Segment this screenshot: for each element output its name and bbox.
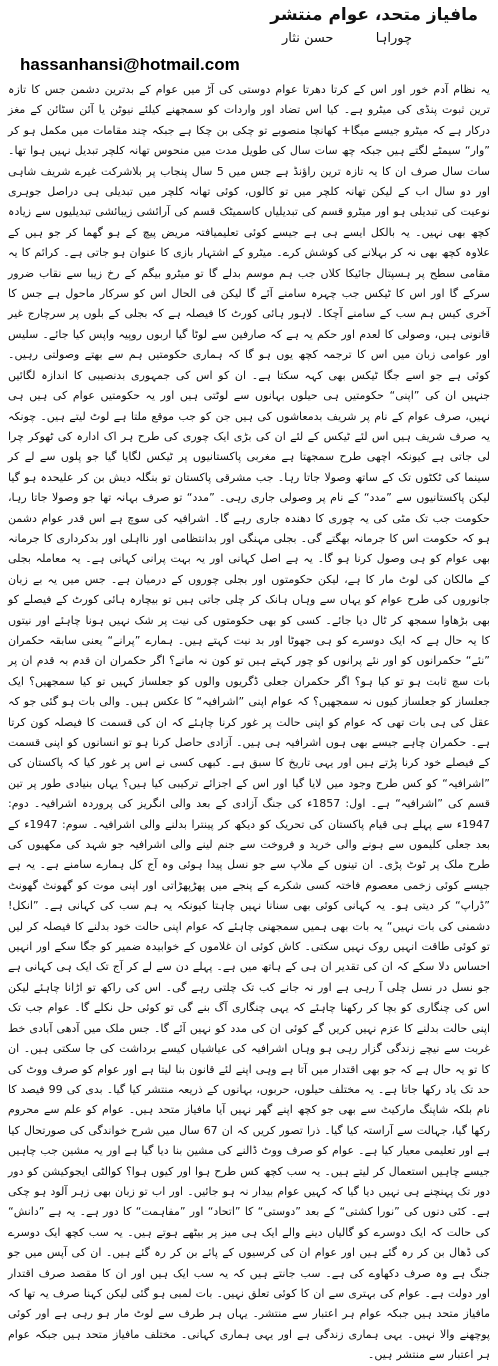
byline	[6, 30, 492, 50]
column-name: چوراہا	[375, 31, 412, 46]
column-headline: مافیاز متحد، عوام منتشر	[270, 5, 478, 25]
author-email: hassanhansi@hotmail.com	[20, 55, 240, 74]
author-name: حسن نثار	[282, 31, 334, 46]
article-body: یہ نظام آدم خور اور اس کے کرتا دھرتا عوام دوستی کی آڑ میں عوام کے بدترین دشمن جس کا تازہ ترین ثبوت پنڈی کی میٹرو ہے۔ کیا اس تضاد اور واردات کو سمجھنے کیلئے نیوٹن یا آئن سٹائن کے مغز درکار ہے کہ میٹرو جیسے میگا+ کھانچا منصوبے تو چکی بن چکا ہے جبکہ چند مقامات میں مکمل ہو کر ”وار“ سیمٹے لگتے ہیں جبکہ چھ سات سال کی طویل مدت میں منحوس تھانہ کلچر تبدیل نہیں ہوا تھا۔ سات سال صرف ان کا یہ تازہ ترین راؤنڈ ہے جس میں 5 سال پنجاب پر بلاشرکت غیرے شریف شاہی اور دو سال اب کے لیکن تھانہ کلچر میں تو کالوں، کوئی تھانہ کلچر میں تبدیلی ہی دراصل جوہری نوعیت کی تبدیلی ہو اور میٹرو قسم کی تبدیلیاں کاسمیٹک قسم کی آرائشی زیبائشی تبدیلیوں سے زیادہ کچھ بھی نہیں۔ یہ بالکل ایسے ہی ہے جیسے کوئی تعلیمیافتہ مریض پیچ کے ہو گھما کر جو ہیں کے علاوہ کچھ بھی نہ کر بہلانے کی کوشش کرے۔ میٹرو کے اشتہار بازی کا عنوان ہو جاتی ہے۔ کرائم کا یہ مقامی سطح پر ہسپتال جائیکا کلاں جب ہم موسم بدلے گا تو میٹرو بیگم کے رخ زیبا سے نقاب ضرور سرکے گا اور اس کا ٹیکس جب چہرہ سامنے آئے گا لیکن فی الحال اس کو سرکار ماحول ہے جس کا آخری کیس ہم سب کے سامنے آچکا۔ لاہور ہائی کورٹ کا فیصلہ ہے کہ بجلی کے بلوں پر سرچارج غیر قانونی ہیں، وصولی کا لعدم اور حکم یہ ہے کہ صارفین سے لوٹا گیا اربوں روپیہ واپس کیا جائے۔ سلیس اور عوامی زبان میں اس کا ترجمہ کچھ یوں ہو گا کہ ہماری حکومتیں ہم سے بھتے وصولتی رہیں۔ کوئی ہے جو اسے جگا ٹیکس بھی کہہ سکتا ہے۔ ان کو اس کی جمہوری بدنصیبی کا اندازہ لگائیں جنہیں ان کی ”اپنی“ حکومتیں ہی حیلوں بہانوں سے لوٹتی ہیں اور یہ حکومتیں عوام کی ہیں ہی نہیں، صرف عوام کے نام پر شریف بدمعاشوں کی ہیں جن کو جب موقع ملتا ہے لوٹ لیتے ہیں۔ چونکہ یہ صرف شریف ہیں اس لئے ٹیکس کے لئے ان کی بڑی ایک چوری کی طرح ہر اک ادارہ کی ٹھوکر چرا لی جاتی ہے کیونکہ اچھی طرح سمجھتا ہے مغربی پاکستانیوں پر ٹیکس لگایا گیا جو پلوں سے لے کر سینما کی ٹکٹوں تک کے ساتھ وصولا جاتا رہا۔ جب مشرقی پاکستان تو بنگلہ دیش بن کر علیحدہ ہو گیا لیکن پاکستانیوں سے ”مدد“ کے نام پر وصولی جاری رہی۔ ”مدد“ تو صرف بہانہ تھا جو وصولا جاتا رہا، حکومت جب تک مٹی کی یہ چوری کا دھندہ جاری رہے گا۔ اشرافیہ کی سوچ ہے اس قدر عوام دشمن ہو کہ حکومت اس کا جرمانہ بھگتے گی۔ بجلی مہنگی اور بدانتظامی اور نااہلی اور بدکرداری کا جرمانہ بھی عوام کو ہی وصول کرنا ہو گا۔ یہ ہے اصل کہانی اور یہ بہت پرانی کہانی ہے۔ یہ معاملہ بجلی کے مالکان کی لوٹ مار کا ہے، لیکن حکومتوں اور بجلی چوروں کے درمیان ہے۔ جس میں یہ بے زبان جانوروں کی طرح عوام کو یہاں سے وہاں ہانک کر چلی جاتی ہیں تو بیچارہ ہائی کورٹ کے فیصلے کو بھی بڑھاوا سمجھ کر ٹال دیا جائے۔ کسی کو بھی حکومتوں کی نیت پر شک نہیں ہونا چاہئے اور نیتوں کا یہ حال ہے کہ ایک دوسرے کو ہی جھوٹا اور بد نیت کہتے ہیں۔ ہمارے ”پرانے“ یعنی سابقہ حکمران ”نئے“ حکمرانوں کو اور نئے پرانوں کو چور کہتے ہیں تو کون نہ مانے؟ اگر حکمران ان قدم بہ قدم ان پر بات سچ ثابت ہو تو کیا ہو؟ اگر حکمران جعلی ڈگریوں والوں کو جعلساز کہیں تو کیا سمجھیں؟ ایک جعلساز کو جعلساز کیوں نہ سمجھیں؟ کہ عوام اپنی ”اشرافیہ“ کا عکس ہیں۔ والی بات ہو گئی جو کہ عقل کی ہی بات تھی کہ عوام کو اپنی حالت پر غور کرنا چاہئے کہ ان کی قسمت کا فیصلہ کون کرتا ہے۔ حکمران چاہے جیسے بھی ہوں اشرافیہ ہی ہیں۔ آزادی حاصل کرنا ہو تو انسانوں کو اپنی قسمت کے فیصلے خود کرنا پڑتے ہیں اور یہی تاریخ کا سبق ہے۔ کبھی کسی نے اس پر غور کیا کہ پاکستان کی ”اشرافیہ“ کو کس طرح وجود میں لایا گیا اور اس کے اجزائے ترکیبی کیا ہیں؟ یہاں بنیادی طور پر تین قسم کی ”اشرافیہ“ ہے۔ اول: 1857ء کی جنگ آزادی کے بعد والی انگریز کی پروردہ اشرافیہ۔ دوم: 1947ء سے پہلے ہی قیام پاکستان کی تحریک کو دیکھ کر پینترا بدلنے والی اشرافیہ۔ سوم: 1947ء کے بعد جعلی کلیموں سے ہونے والی خرید و فروخت سے جنم لینے والی اشرافیہ جو شہد کی مکھیوں کی طرح ملک پر ٹوٹ پڑی۔ ان تینوں کے ملاپ سے جو نسل پیدا ہوئی وہ آج کل ہمارے سامنے ہے۔ یہ ہے جیسے کوئی زخمی معصوم فاختہ کسی شکرے کے پنجے میں پھڑپھڑاتی اور اپنی موت کو گھونٹ گھونٹ ”ڈراپ“ کر دیتی ہو۔ یہ کہانی کوئی بھی سنانا نہیں چاہتا کیونکہ یہ ہم سب کی کہانی ہے۔ ”انکل! دشمنی کی بات نہیں“ یہ بات بھی ہمیں سمجھنی چاہئے کہ عوام اپنی حالت خود بدلنے کا فیصلہ کر لیں تو کوئی طاقت انہیں روک نہیں سکتی۔ کاش کوئی ان غلاموں کے خوابیدہ ضمیر کو جگا سکے اور انہیں احساس دلا سکے کہ ان کی تقدیر ان ہی کے ہاتھ میں ہے۔ پہلے دن سے لے کر آج تک ایک ہی کہانی ہے جو نسل در نسل چلی آ رہی ہے اور نہ جانے کب تک چلتی رہے گی۔ اس کی راکھ تو اڑانا چاہئے لیکن اس کی چنگاری کو بچا کر رکھنا چاہئے کہ یہی چنگاری آگ بنے گی تو کوئی حل نکلے گا۔ عوام جب تک اپنی حالت بدلنے کا عزم نہیں کریں گے کوئی ان کی مدد کو نہیں آئے گا۔ جس ملک میں آدھی آبادی خط غربت سے نیچے زندگی گزار رہی ہو وہاں اشرافیہ کی عیاشیاں کیسے برداشت کی جا سکتی ہیں۔ ان کا تو یہ حال ہے کہ جو بھی اقتدار میں آتا ہے وہی اپنے لئے قانون بنا لیتا ہے اور عوام کو صرف ووٹ کی حد تک یاد رکھا جاتا ہے۔ یہ مختلف حیلوں، حربوں، بہانوں کے ذریعہ منتشر کیا گیا۔ بدی کی 99 فیصد کا نام بلکہ شاپنگ مارکیٹ سے بھی جو کچھ اپنے گھر نہیں آیا مافیاز متحد ہیں۔ عوام کو علم سے محروم رکھا گیا، جہالت سے آراستہ کیا گیا۔ ذرا تصور کریں کہ ان 67 سال میں شرح خواندگی کی صورتحال کیا ہے اور تعلیمی معیار کیا ہے۔ عوام کو صرف ووٹ ڈالنے کی مشین بنا دیا گیا ہے اور یہ مشین جب چاہیں جیسے چاہیں استعمال کر لیتے ہیں۔ یہ سب کچھ کس طرح ہوا اور کیوں ہوا؟ کوالٹی ایجوکیشن کو دور دور تک پہنچنے ہی نہیں دیا گیا کہ کہیں عوام بیدار نہ ہو جائیں۔ اور اب تو زبان بھی زہر آلود ہو چکی ہے۔ کئی دنوں کی ”نورا کشتی“ کے بعد ”دوستی“ کا ”اتحاد“ اور ”مفاہمت“ کا دور ہے۔ یہ ہے ”دانش“ کی حالت کہ ایک دوسرے کو گالیاں دینے والے ایک ہی میز پر بیٹھے ہوتے ہیں۔ یہ سب کچھ ایک دوسرے کی ڈھال بن کر رہ گئے ہیں اور عوام ان کی کرسیوں کے پائے بن کر رہ گئے ہیں۔ ان کی آپس میں جو جنگ ہے وہ صرف دکھاوے کی ہے۔ سب جانتے ہیں کہ یہ سب ایک ہیں اور ان کا مقصد صرف اقتدار اور دولت ہے۔ عوام کی بہتری سے ان کا کوئی تعلق نہیں۔ بات لمبی ہو گئی لیکن کہنا صرف یہ تھا کہ مافیاز متحد ہیں جبکہ عوام ہر اعتبار سے منتشر۔ یہاں ہر طرف سے لوٹ مار ہو رہی ہے اور کوئی پوچھنے والا نہیں۔ یہی ہماری زندگی ہے اور یہی ہماری کہانی۔ مختلف مافیاز متحد ہیں جبکہ عوام ہر اعتبار سے منتشر ہیں۔	[8, 83, 491, 1362]
